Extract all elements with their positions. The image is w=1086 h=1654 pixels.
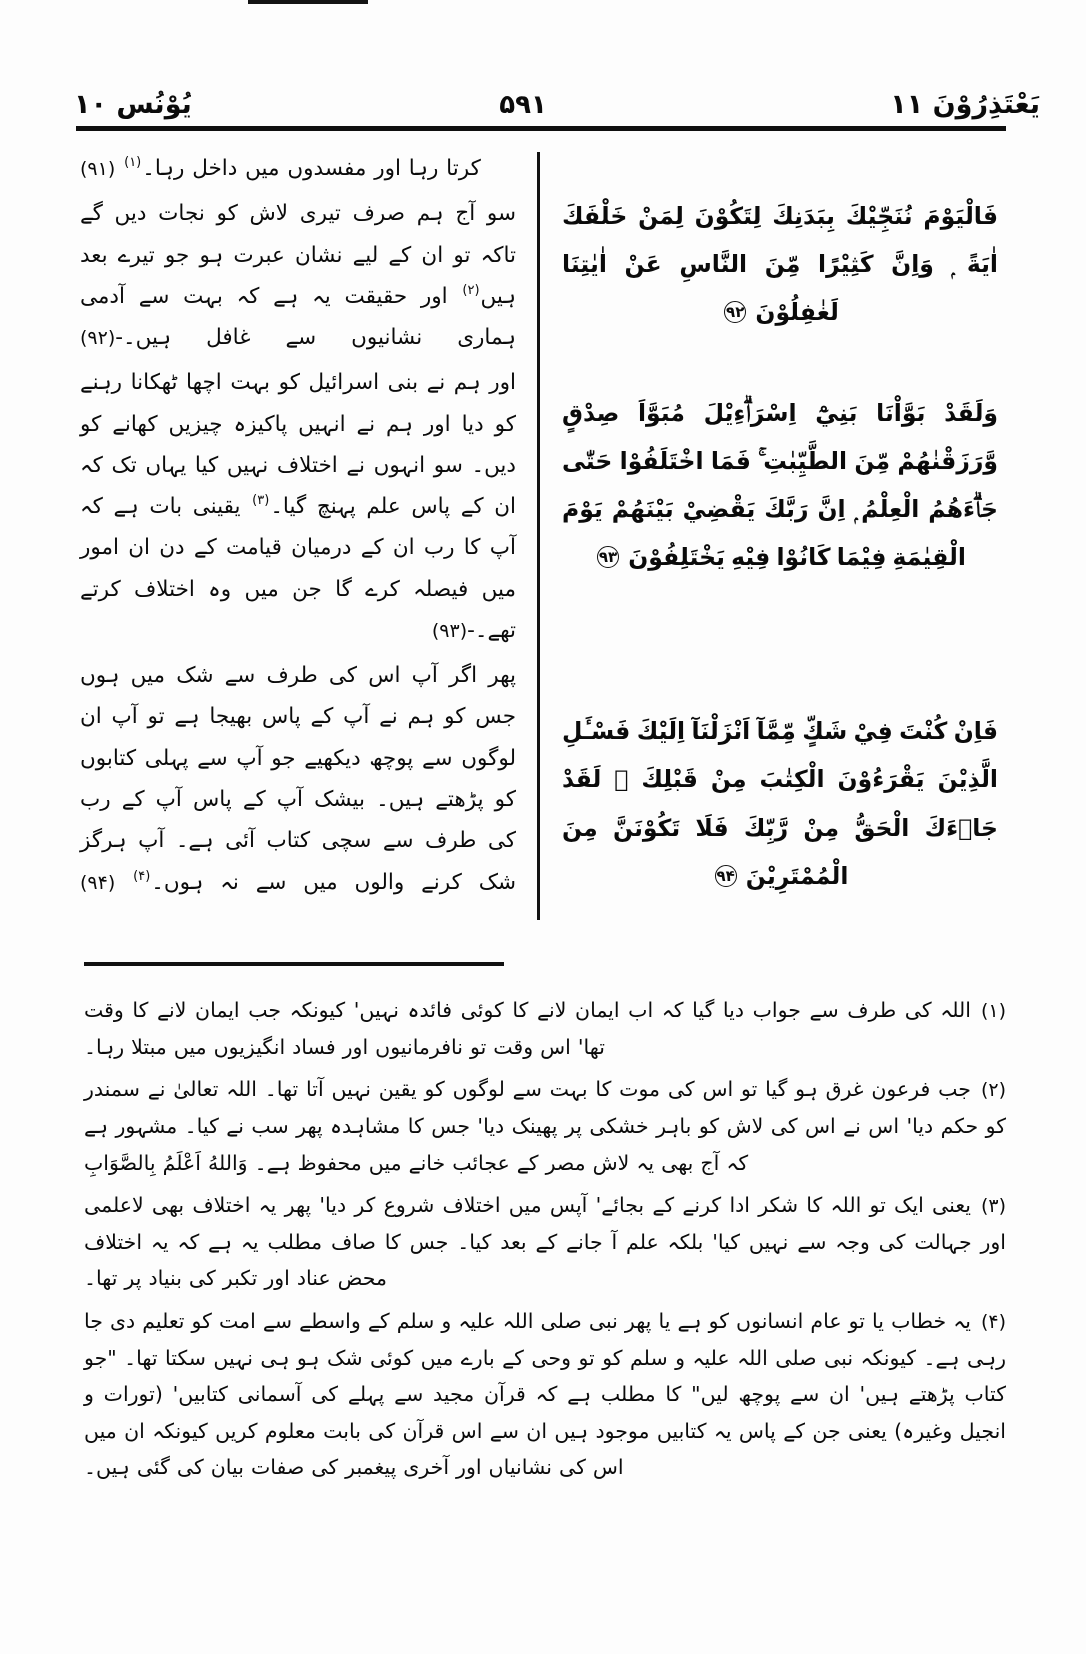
page-header — [74, 62, 1040, 120]
footnotes-section — [84, 992, 1006, 1492]
footnote-1-marker: (۱) — [980, 1000, 1006, 1022]
footnote-3-marker: (۳) — [980, 1195, 1006, 1218]
urdu-93-footnote-ref: (۳) — [252, 493, 270, 509]
footnote-3 — [84, 1187, 1006, 1297]
column-divider-rule — [537, 152, 540, 920]
footnote-3-text: یعنی ایک تو اللہ کا شکر ادا کرنے کے بجائے' آپس میں اختلاف شروع کر دیا' پھر یہ اختلاف بھی لاعلمی اور جہالت کی وجہ سے نہیں کیا' بلکہ علم آ جانے کے بعد کیا۔ جس کا صاف مطلب یہ ہے کہ یہ اختلاف محض عناد اور تکبر کی بنیاد پر تھا۔ — [84, 1193, 1006, 1291]
urdu-paragraph-91 — [80, 148, 516, 189]
scan-edge-mark — [248, 0, 368, 4]
page-number: ۵۹۱ — [499, 90, 547, 121]
urdu-94-verse-ref: (۹۴) — [80, 871, 116, 894]
ayah-94-number: ۹۴ — [716, 866, 735, 885]
footnote-separator-rule — [84, 962, 504, 966]
ayah-94 — [562, 707, 998, 900]
urdu-paragraph-92 — [80, 193, 516, 358]
urdu-92-footnote-ref: (۲) — [462, 282, 480, 298]
urdu-92-text-before: سو آج ہم صرف تیری لاش کو نجات دیں گے تاکہ تو ان کے لیے نشان عبرت ہو جو تیرے بعد ہیں — [80, 201, 516, 309]
urdu-93-verse-ref: (۹۳) — [431, 619, 468, 642]
ayah-94-text: فَاِنْ كُنْتَ فِيْ شَكٍّ مِّمَّآ اَنْزَلْنَآ اِلَيْكَ فَسْـَٔلِ الَّذِيْنَ يَقْرَءُوْنَ الْكِتٰبَ مِنْ قَبْلِكَ ۚ لَقَدْ جَاۗءَكَ الْحَقُّ مِنْ رَّبِّكَ فَلَا تَكُوْنَنَّ مِنَ الْمُمْتَرِيْنَ — [562, 717, 998, 890]
urdu-paragraph-93 — [80, 362, 516, 651]
urdu-93-text-before: اور ہم نے بنی اسرائیل کو بہت اچھا ٹھکانا رہنے کو دیا اور ہم نے انہیں پاکیزہ چیزیں کھانے کو دیں۔ سو انہوں نے اختلاف نہیں کیا یہاں تک کہ ان کے پاس علم پہنچ گیا۔ — [80, 370, 517, 520]
urdu-91-text: کرتا رہا اور مفسدوں میں داخل رہا۔ — [142, 156, 481, 181]
ayah-93-number: ۹۳ — [598, 548, 618, 567]
urdu-94-footnote-ref: (۴) — [133, 868, 151, 884]
header-left-title: يُوْنُس ١٠ — [74, 89, 192, 121]
footnote-4-text: یہ خطاب یا تو عام انسانوں کو ہے یا پھر نبی صلی اللہ علیہ و سلم کے واسطے سے امت کو تعلیم دی جا رہی ہے۔ کیونکہ نبی صلی اللہ علیہ و سلم کو تو وحی کے بارے میں کوئی شک ہو ہی نہیں سکتا تھا۔ "جو کتاب پڑھتے ہیں' ان سے پوچھ لیں" کا مطلب ہے کہ قرآن مجید سے پہلے کی آسمانی کتابیں' (تورات و انجیل وغیرہ) یعنی جن کے پاس یہ کتابیں موجود ہیں ان سے اس قرآن کی بابت معلوم کریں کیونکہ ان میں اس کی نشانیاں اور آخری پیغمبر کی صفات بیان کی گئی ہیں۔ — [84, 1308, 1006, 1480]
ayah-92-text: فَالْيَوْمَ نُنَجِّيْكَ بِبَدَنِكَ لِتَكُوْنَ لِمَنْ خَلْفَكَ اٰيَةً ۭ وَاِنَّ كَثِيْرًا مِّنَ النَّاسِ عَنْ اٰيٰتِنَا لَغٰفِلُوْنَ — [562, 202, 998, 327]
footnote-2-text: جب فرعون غرق ہو گیا تو اس کی موت کا بہت سے لوگوں کو یقین نہیں آتا تھا۔ اللہ تعالیٰ نے سمندر کو حکم دیا' اس نے اس کی لاش کو باہر خشکی پر پھینک دیا' جس کا مشاہدہ پھر سب نے کیا۔ مشہور ہے کہ آج بھی یہ لاش مصر کے عجائب خانے میں محفوظ ہے۔ وَاللهُ اَعْلَمُ بِالصَّوَابِ — [84, 1077, 1006, 1175]
footnote-2 — [84, 1071, 1006, 1181]
header-divider-rule — [76, 126, 1006, 131]
ayah-92-number: ۹۲ — [726, 303, 745, 322]
ayah-93 — [562, 389, 998, 582]
urdu-paragraph-94 — [80, 655, 516, 903]
ayah-93-text: وَلَقَدْ بَوَّاْنَا بَنِيْٓ اِسْرَاۗءِيْلَ مُبَوَّاَ صِدْقٍ وَّرَزَقْنٰهُمْ مِّنَ الطَّيِّبٰتِ ۚ فَمَا اخْتَلَفُوْا حَتّٰى جَاۗءَهُمُ الْعِلْمُ ۭ اِنَّ رَبَّكَ يَقْضِيْ بَيْنَهُمْ يَوْمَ الْقِيٰمَةِ فِيْمَا كَانُوْا فِيْهِ يَخْتَلِفُوْنَ — [562, 398, 998, 572]
footnote-1 — [84, 992, 1006, 1065]
urdu-93-text-after: یقینی بات ہے کہ آپ کا رب ان کے درمیان قیامت کے دن ان امور میں فیصلہ کرے گا جن میں وہ اختلاف کرتے تھے۔- — [80, 494, 516, 643]
urdu-91-footnote-ref: (۱) — [124, 155, 142, 170]
urdu-92-verse-ref: (۹۲) — [80, 327, 116, 350]
urdu-92-text-after: اور حقیقت یہ ہے کہ بہت سے آدمی ہماری نشانیوں سے غافل ہیں۔- — [80, 283, 516, 351]
urdu-91-verse-ref: (۹۱) — [80, 158, 116, 180]
arabic-text-column — [554, 146, 1006, 936]
ayah-92 — [562, 192, 998, 337]
footnote-4-marker: (۴) — [980, 1310, 1006, 1333]
footnote-4 — [84, 1303, 1006, 1486]
urdu-94-text-before: پھر اگر آپ اس کی طرف سے شک میں ہوں جس کو ہم نے آپ کے پاس بھیجا ہے تو آپ ان لوگوں سے پوچھ دیکھیے جو آپ سے پہلی کتابوں کو پڑھتے ہیں۔ بیشک آپ کے پاس آپ کے رب کی طرف سے سچی کتاب آئی ہے۔ آپ ہرگز شک کرنے والوں میں سے نہ ہوں۔ — [80, 663, 516, 895]
footnote-2-marker: (۲) — [980, 1079, 1006, 1102]
body-area — [76, 146, 1006, 936]
header-right-title: يَعْتَذِرُوْنَ ١١ — [890, 89, 1040, 121]
urdu-translation-column — [76, 146, 526, 936]
footnote-1-text: اللہ کی طرف سے جواب دیا گیا کہ اب ایمان لانے کا کوئی فائدہ نہیں' کیونکہ جب ایمان لانے کا وقت تھا' اس وقت تو نافرمانیوں اور فساد انگیزیوں میں مبتلا رہا۔ — [84, 998, 971, 1059]
